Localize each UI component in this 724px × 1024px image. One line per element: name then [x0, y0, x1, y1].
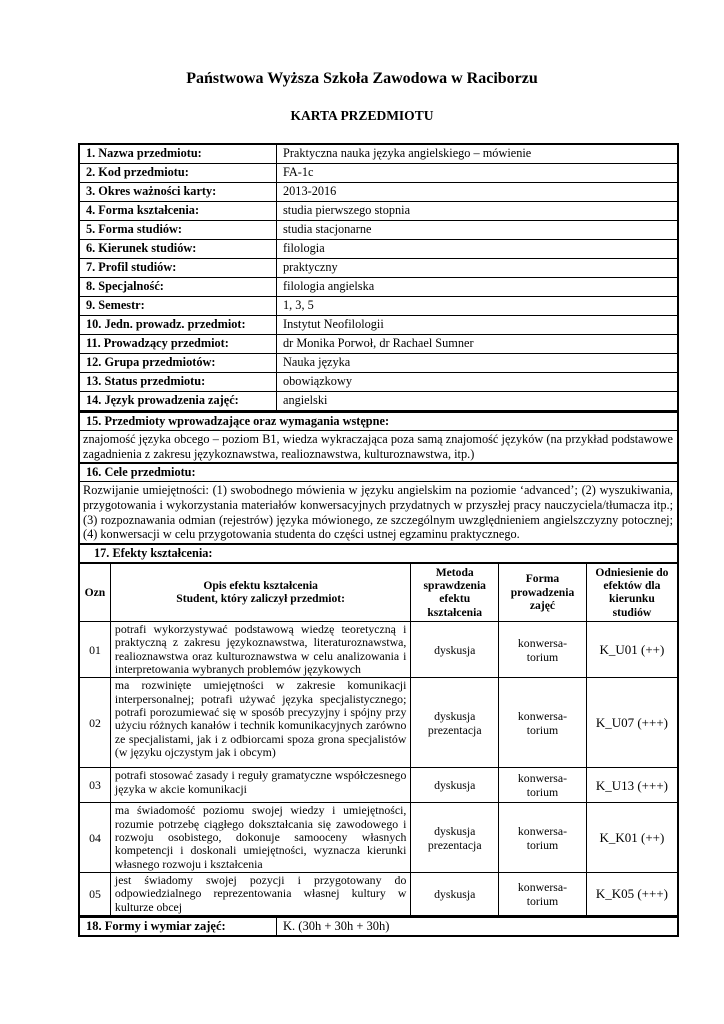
info-row: [79, 164, 678, 183]
info-row: [79, 373, 678, 392]
outcome-method: dyskusja prezentacja: [411, 678, 499, 768]
info-value: studia stacjonarne: [277, 221, 679, 240]
info-value: Nauka języka: [277, 354, 679, 373]
outcome-code: 05: [79, 873, 110, 916]
info-value: studia pierwszego stopnia: [277, 202, 679, 221]
info-label: 6. Kierunek studiów:: [79, 240, 277, 259]
info-label: 5. Forma studiów:: [79, 221, 277, 240]
col-opis-line1: Opis efektu kształcenia: [203, 579, 318, 593]
info-row: [79, 335, 678, 354]
outcome-method: dyskusja: [411, 768, 499, 803]
outcome-code: 01: [79, 622, 110, 678]
info-value: FA-1c: [277, 164, 679, 183]
outcome-row: [79, 622, 678, 678]
info-value: filologia angielska: [277, 278, 679, 297]
info-row: [79, 240, 678, 259]
info-label: 3. Okres ważności karty:: [79, 183, 277, 202]
outcome-method: dyskusja: [411, 873, 499, 916]
section-18-label: 18. Formy i wymiar zajęć:: [79, 917, 277, 936]
col-ozn: Ozn: [79, 563, 110, 621]
learning-outcomes-table: [78, 563, 679, 916]
info-row: [79, 183, 678, 202]
outcome-row: [79, 768, 678, 803]
section-15-text: znajomość języka obcego – poziom B1, wiedza wykraczająca poza samą znajomość języków (na przykład podstawowe zagadnienia z zakresu językoznawstwa, realioznawstwa, kulturoznawstwa, itp.): [79, 430, 678, 463]
info-label: 2. Kod przedmiotu:: [79, 164, 277, 183]
info-label: 9. Semestr:: [79, 297, 277, 316]
info-row: [79, 278, 678, 297]
outcome-method: dyskusja: [411, 622, 499, 678]
outcome-code: 02: [79, 678, 110, 768]
info-value: obowiązkowy: [277, 373, 679, 392]
outcome-row: [79, 678, 678, 768]
col-opis-line2: Student, który zaliczył przedmiot:: [176, 592, 345, 606]
outcome-row: [79, 803, 678, 873]
section-15-heading: 15. Przedmioty wprowadzające oraz wymagania wstępne:: [79, 413, 678, 431]
col-metoda: Metoda sprawdzenia efektu kształcenia: [411, 563, 499, 621]
col-opis: [110, 563, 410, 621]
info-row: [79, 354, 678, 373]
info-label: 8. Specjalność:: [79, 278, 277, 297]
section-18-value: K. (30h + 30h + 30h): [277, 917, 679, 936]
info-value: 2013-2016: [277, 183, 679, 202]
col-odniesienie: Odniesienie do efektów dla kierunku studiów: [586, 563, 678, 621]
section-16-heading: 16. Cele przedmiotu:: [79, 464, 678, 482]
info-row: [79, 259, 678, 278]
info-label: 7. Profil studiów:: [79, 259, 277, 278]
info-label: 14. Język prowadzenia zajęć:: [79, 392, 277, 412]
outcome-reference: K_K05 (+++): [586, 873, 678, 916]
info-label: 13. Status przedmiotu:: [79, 373, 277, 392]
outcome-form: konwersa-torium: [499, 873, 587, 916]
info-value: dr Monika Porwoł, dr Rachael Sumner: [277, 335, 679, 354]
section-18: [78, 916, 679, 937]
info-value: praktyczny: [277, 259, 679, 278]
info-row: [79, 316, 678, 335]
outcome-description: jest świadomy swojej pozycji i przygotowany do odpowiedzialnego reprezentowania własnej kultury w kulturze obcej: [110, 873, 410, 916]
outcome-description: potrafi stosować zasady i reguły gramatyczne współczesnego języka w akcie komunikacji: [110, 768, 410, 803]
outcome-form: konwersa-torium: [499, 803, 587, 873]
outcome-reference: K_U13 (+++): [586, 768, 678, 803]
outcome-reference: K_U01 (++): [586, 622, 678, 678]
outcome-form: konwersa-torium: [499, 678, 587, 768]
info-value: angielski: [277, 392, 679, 412]
section-17-heading: 17. Efekty kształcenia:: [79, 545, 678, 563]
info-label: 10. Jedn. prowadz. przedmiot:: [79, 316, 277, 335]
outcome-code: 04: [79, 803, 110, 873]
col-forma: Forma prowadzenia zajęć: [499, 563, 587, 621]
outcome-form: konwersa-torium: [499, 622, 587, 678]
info-row: [79, 202, 678, 221]
info-row: [79, 297, 678, 316]
course-info-table: [78, 143, 679, 412]
outcome-method: dyskusja prezentacja: [411, 803, 499, 873]
outcome-description: ma świadomość poziomu swojej wiedzy i umiejętności, rozumie potrzebę ciągłego dokształcania się zawodowego i rozwoju osobistego, dokonuje samooceny własnych kompetencji i doskonali umiejętności, wyznacza kierunki własnego rozwoju i kształcenia: [110, 803, 410, 873]
info-value: Praktyczna nauka języka angielskiego – mówienie: [277, 144, 679, 164]
info-row: [79, 144, 678, 164]
info-label: 4. Forma kształcenia:: [79, 202, 277, 221]
outcome-code: 03: [79, 768, 110, 803]
outcome-description: potrafi wykorzystywać podstawową wiedzę teoretyczną i praktyczną z zakresu językoznawstwa, literaturoznawstwa, realioznawstwa oraz kulturoznawstwa w celu analizowania i interpretowania wybranych problemów językowych: [110, 622, 410, 678]
institution-title: Państwowa Wyższa Szkoła Zawodowa w Raciborzu: [186, 70, 538, 87]
section-16: [78, 463, 679, 544]
info-label: 11. Prowadzący przedmiot:: [79, 335, 277, 354]
document-title: KARTA PRZEDMIOTU: [290, 108, 434, 123]
info-label: 12. Grupa przedmiotów:: [79, 354, 277, 373]
course-card: [78, 143, 679, 937]
section-17-heading-row: [78, 544, 679, 563]
info-value: Instytut Neofilologii: [277, 316, 679, 335]
info-value: 1, 3, 5: [277, 297, 679, 316]
info-row: [79, 392, 678, 412]
outcome-description: ma rozwinięte umiejętności w zakresie komunikacji interpersonalnej; potrafi używać języka specjalistycznego; potrafi porozumiewać się w sposób precyzyjny i spójny przy użyciu różnych kanałów i technik komunikacyjnych zarówno ze specjalistami, jak i z odbiorcami spoza grona specjalistów (w języku ojczystym jak i obcym): [110, 678, 410, 768]
info-row: [79, 221, 678, 240]
section-15: [78, 412, 679, 463]
info-value: filologia: [277, 240, 679, 259]
outcome-reference: K_K01 (++): [586, 803, 678, 873]
outcome-reference: K_U07 (+++): [586, 678, 678, 768]
section-16-text: Rozwijanie umiejętności: (1) swobodnego mówienia w języku angielskim na poziomie ‘advanced’; (2) wyszukiwania, przygotowania i wykorzystania materiałów konwersacyjnych przydatnych w przyszłej pracy nauczyciela/tłumacza itp.; (3) rozpoznawania odmian (rejestrów) języka mówionego, ze szczególnym uwzględnieniem angielszczyzny potocznej; (4) konwersacji w celu przygotowania studenta do części ustnej egzaminu praktycznego.: [79, 482, 678, 544]
outcome-row: [79, 873, 678, 916]
info-label: 1. Nazwa przedmiotu:: [79, 144, 277, 164]
outcome-form: konwersa-torium: [499, 768, 587, 803]
